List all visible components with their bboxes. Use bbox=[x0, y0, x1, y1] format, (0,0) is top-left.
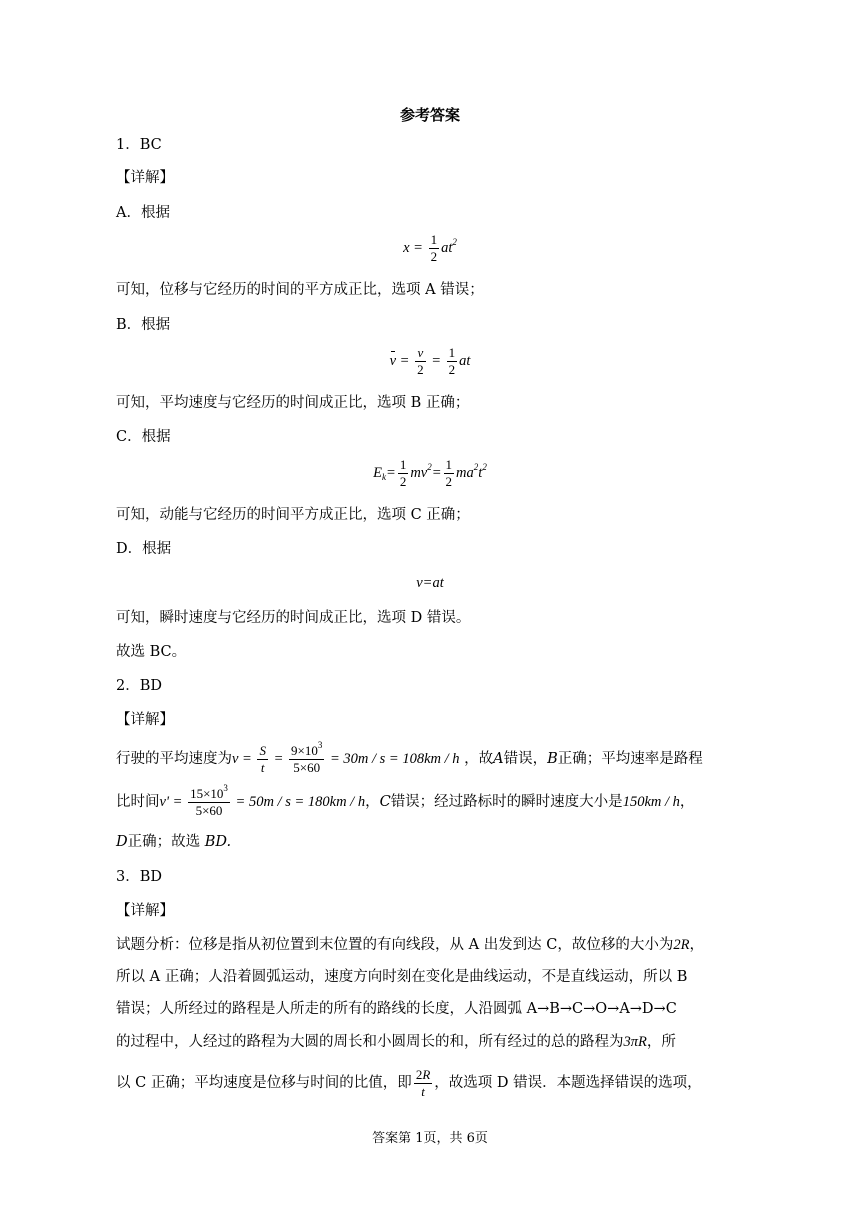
q3-p1-end: ， bbox=[689, 937, 704, 953]
q2-formula-avg-speed: v = $\frac{S}{t}$ = $\frac{9\times 10^3}{5\times 60}$ = 30m / s = 108km / h bbox=[232, 740, 460, 776]
q3-detail-heading: 【详解】 bbox=[116, 903, 174, 919]
q3-displacement: 2R bbox=[673, 937, 690, 953]
q1-a-label: A．根据 bbox=[116, 205, 170, 221]
q1-answer: 1．BC bbox=[116, 137, 162, 153]
q1-d-conclusion: 可知，瞬时速度与它经历的时间成正比，选项 D 错误。 bbox=[116, 610, 471, 626]
page-footer: 答案第 1页，共 6页 bbox=[372, 1131, 488, 1146]
q3-avg-velocity-formula: $\frac{2R}{t}$ bbox=[415, 1067, 431, 1100]
q2-line2: 比时间v' = $\frac{15\times 10^3}{5\times 60}$ = 50m / s = 180km / h，C错误；经过路标时的瞬时速度大小是150km / h， bbox=[116, 783, 695, 819]
q3-para-line2: 所以 A 正确；人沿着圆弧运动，速度方向时刻在变化是曲线运动，不是直线运动，所以 B bbox=[116, 969, 688, 985]
q1-d-label: D．根据 bbox=[116, 541, 172, 557]
page-title: 参考答案 bbox=[399, 106, 460, 124]
q1-formula-d: v=at bbox=[416, 575, 444, 591]
q2-option-b: B bbox=[547, 751, 558, 767]
q1-b-conclusion: 可知，平均速度与它经历的时间成正比，选项 B 正确； bbox=[116, 395, 470, 411]
q1-a-conclusion: 可知，位移与它经历的时间的平方成正比，选项 A 错误； bbox=[116, 282, 484, 298]
q3-p5-prefix: 以 C 正确；平均速度是位移与时间的比值，即 bbox=[116, 1075, 412, 1091]
q2-line1-mid: 错误， bbox=[503, 751, 548, 767]
q1-final: 故选 BC。 bbox=[116, 644, 187, 660]
q2-line2-prefix: 比时间 bbox=[116, 794, 160, 810]
q1-c-label: C．根据 bbox=[116, 429, 171, 445]
q3-para-line3: 错误；人所经过的路程是人所走的所有的路线的长度，人沿圆弧 A→B→C→O→A→D→C bbox=[116, 1001, 677, 1017]
q2-detail-heading: 【详解】 bbox=[116, 712, 174, 728]
q2-line2-mid: 错误；经过路标时的瞬时速度大小是 bbox=[390, 794, 623, 810]
q1-formula-a: x = $\frac{1}{2}$ $at^2$ bbox=[403, 232, 457, 264]
q1-c-conclusion: 可知，动能与它经历的时间平方成正比，选项 C 正确； bbox=[116, 507, 470, 523]
q3-p1: 试题分析：位移是指从初位置到末位置的有向线段，从 A 出发到达 C，故位移的大小为 bbox=[116, 937, 674, 953]
q2-option-d: D bbox=[116, 834, 128, 850]
q2-choice: BD. bbox=[204, 834, 232, 850]
q2-option-a: A bbox=[493, 751, 504, 767]
q2-option-c: C bbox=[379, 794, 391, 810]
q2-line1-suffix: ，故 bbox=[464, 751, 494, 767]
q1-formula-c: $E_k=$ $\frac{1}{2}$ $mv^2=$ $\frac{1}{2}$ $ma^2t^2$ bbox=[373, 457, 487, 489]
q2-line1-end: 正确；平均速率是路程 bbox=[557, 751, 703, 767]
q3-para-line1 bbox=[116, 935, 704, 955]
q2-line3-text: 正确；故选 bbox=[127, 834, 201, 850]
q1-formula-b: v = $\frac{v}{2}$ = $\frac{1}{2}$ at bbox=[389, 345, 471, 377]
q3-p4-end: ，所 bbox=[646, 1034, 676, 1050]
q3-path-length: 3πR bbox=[623, 1034, 647, 1050]
q2-line1-prefix: 行驶的平均速度为 bbox=[116, 751, 232, 767]
q3-para-line5 bbox=[116, 1066, 702, 1100]
q3-p5-suffix: ，故选项 D 错误．本题选择错误的选项， bbox=[434, 1075, 702, 1091]
q2-line1 bbox=[116, 742, 703, 776]
q3-p4: 的过程中，人经过的路程为大圆的周长和小圆周长的和，所有经过的总的路程为 bbox=[116, 1034, 624, 1050]
q2-answer: 2．BD bbox=[116, 678, 163, 694]
q2-instant-speed: 150km / h bbox=[622, 794, 680, 810]
q2-line3 bbox=[116, 832, 231, 852]
q1-b-label: B．根据 bbox=[116, 317, 171, 333]
q2-formula-avg-rate: v' = $\frac{15\times 10^3}{5\times 60}$ = 50m / s = 180km / h bbox=[159, 783, 366, 819]
q3-para-line4 bbox=[116, 1032, 676, 1052]
q1-detail-heading: 【详解】 bbox=[116, 170, 174, 186]
q3-answer: 3．BD bbox=[116, 869, 163, 885]
